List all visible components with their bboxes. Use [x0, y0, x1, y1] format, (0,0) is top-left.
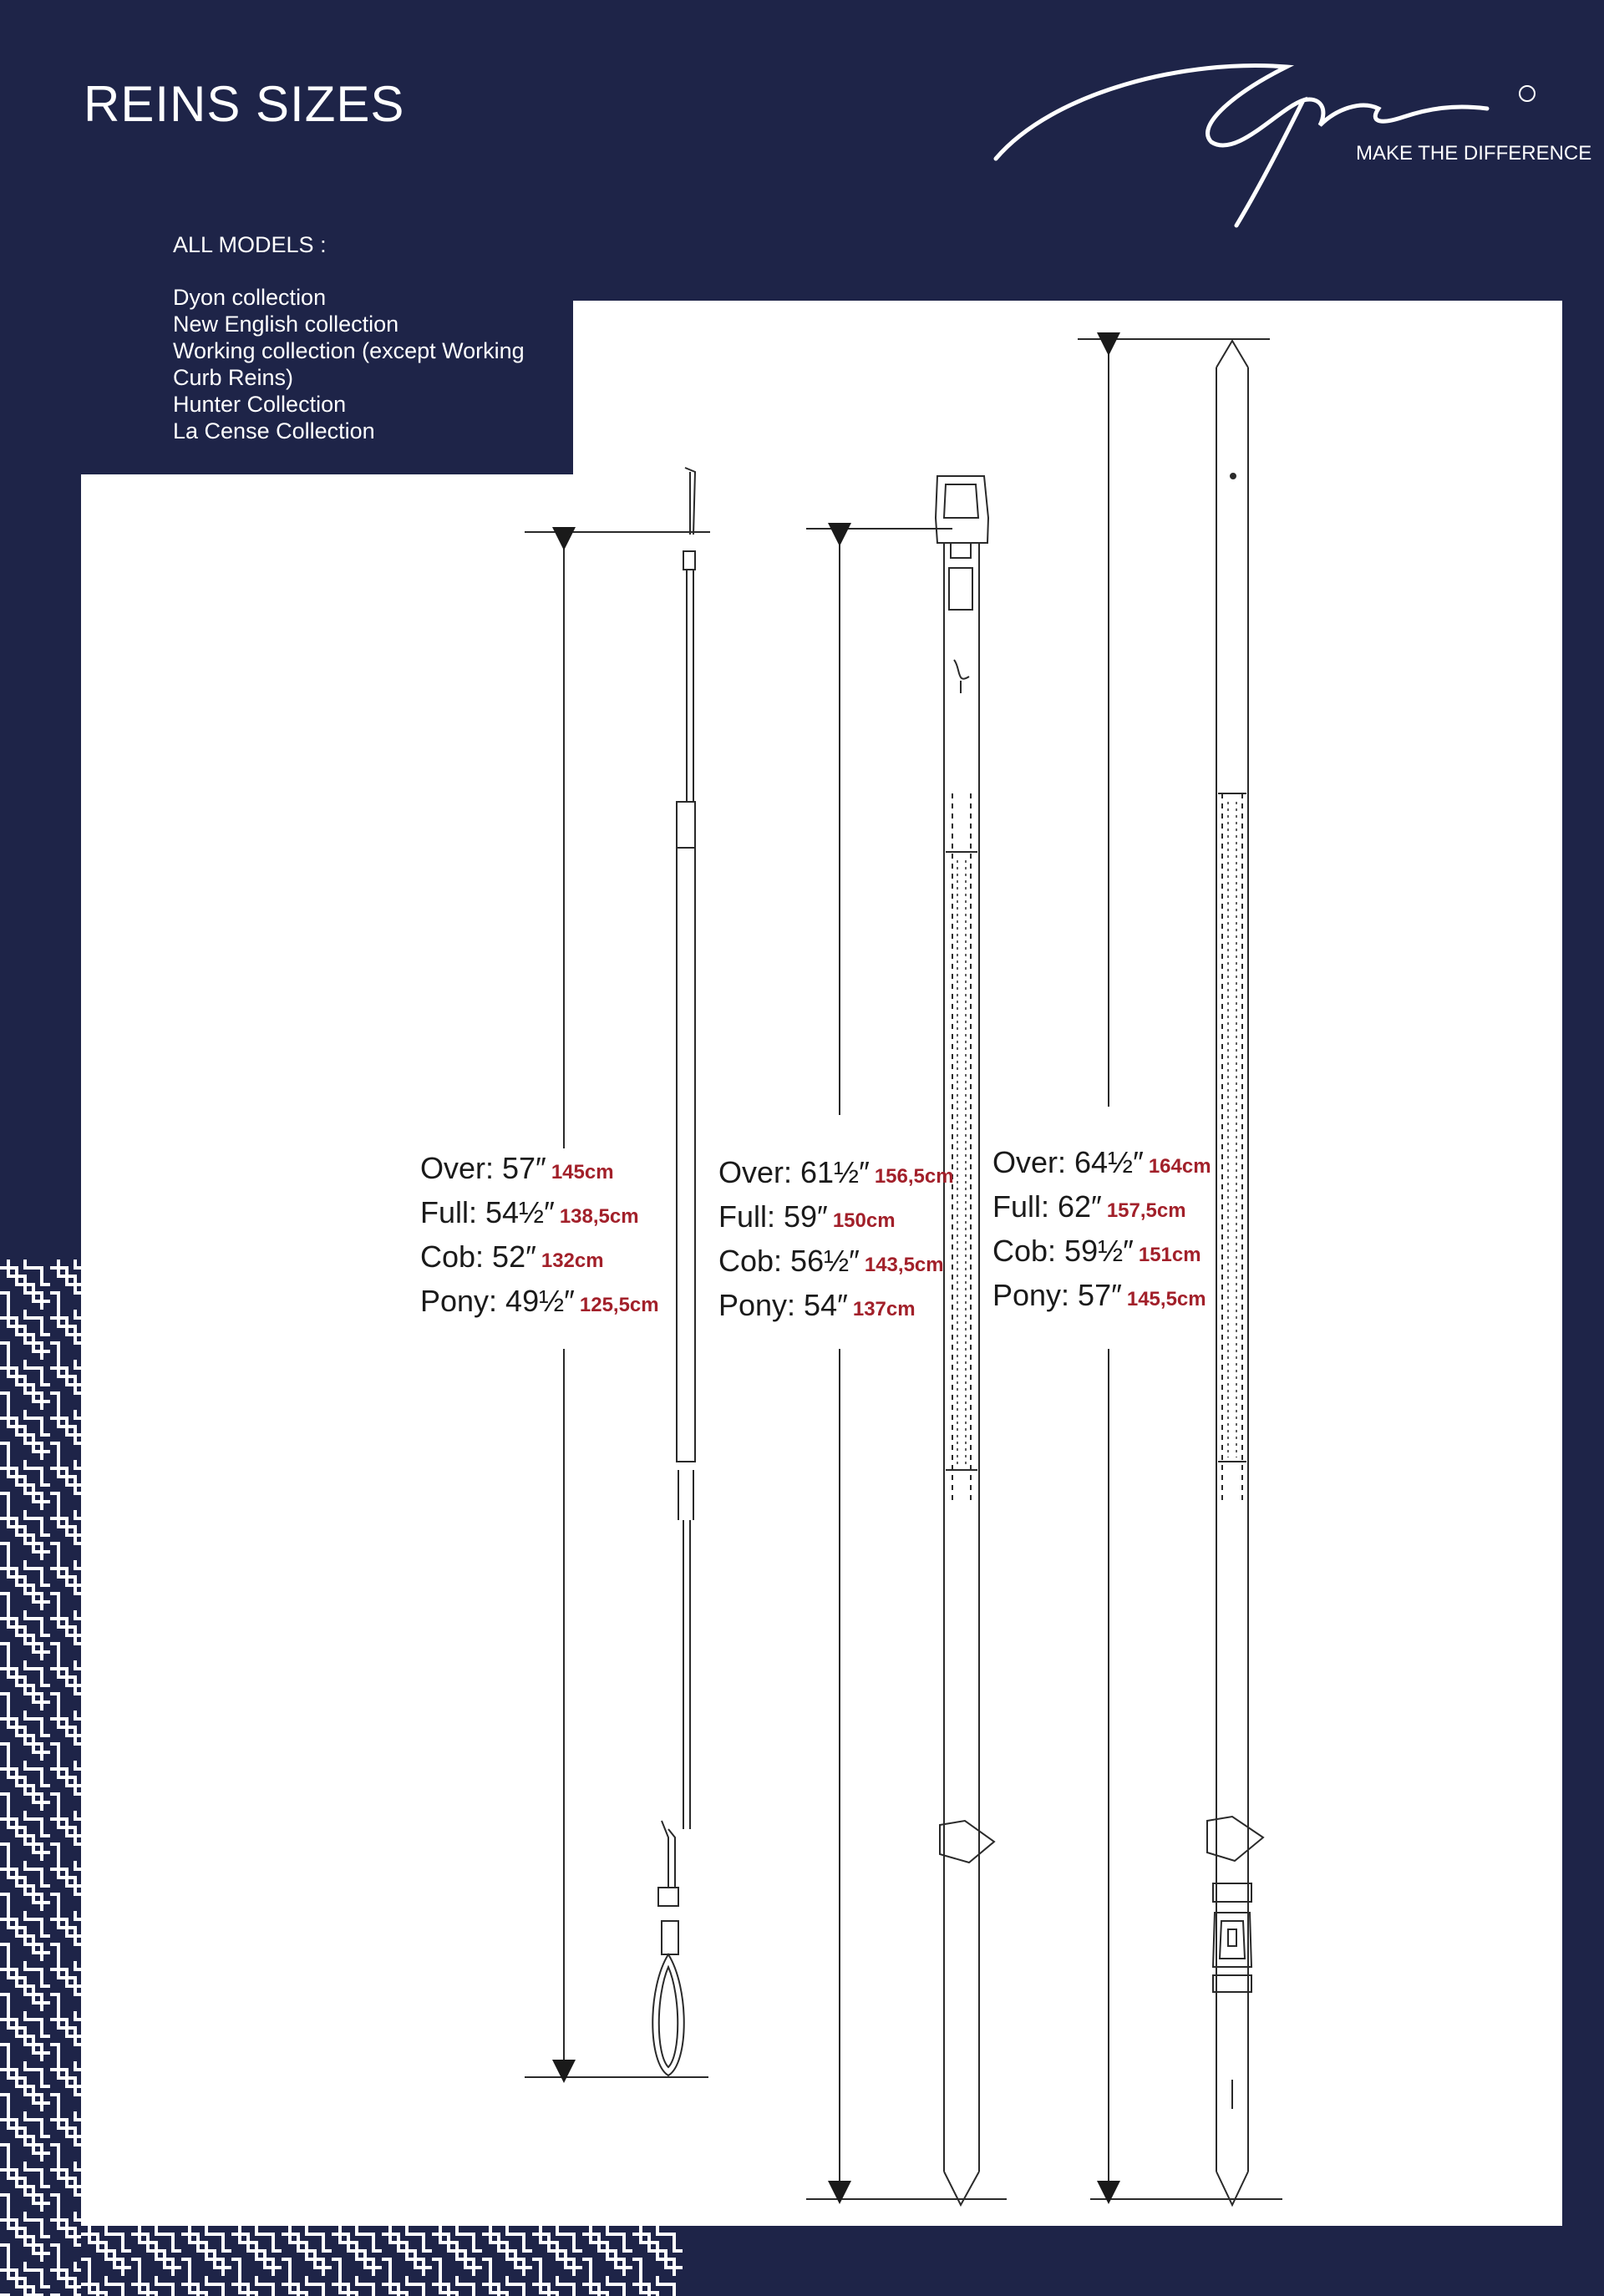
size-row	[718, 1241, 954, 1285]
size-row	[718, 1285, 954, 1330]
size-inches: Cob: 52″	[420, 1239, 536, 1274]
size-row	[420, 1148, 659, 1193]
models-list-item: La Cense Collection	[173, 418, 375, 443]
page-title: REINS SIZES	[84, 76, 405, 132]
size-inches: Full: 54½″	[420, 1195, 555, 1229]
models-list-item: Hunter Collection	[173, 392, 347, 417]
models-list-item: New English collection	[173, 312, 399, 337]
size-inches: Cob: 59½″	[992, 1234, 1134, 1268]
size-row	[992, 1187, 1211, 1231]
size-row	[992, 1275, 1211, 1320]
size-cm: 145,5cm	[1126, 1288, 1206, 1310]
size-row	[992, 1143, 1211, 1187]
size-cm: 143,5cm	[864, 1254, 944, 1276]
size-inches: Full: 62″	[992, 1189, 1102, 1224]
size-inches: Over: 61½″	[718, 1155, 870, 1189]
rein-1-sizes	[420, 1148, 659, 1325]
size-cm: 125,5cm	[579, 1294, 659, 1316]
brand-tagline: MAKE THE DIFFERENCE	[1356, 142, 1592, 165]
size-cm: 137cm	[852, 1298, 916, 1320]
size-cm: 164cm	[1148, 1155, 1211, 1178]
size-cm: 132cm	[541, 1249, 604, 1272]
size-inches: Pony: 49½″	[420, 1284, 575, 1318]
size-inches: Over: 57″	[420, 1151, 546, 1185]
rein-3-sizes	[992, 1143, 1211, 1320]
size-cm: 157,5cm	[1106, 1199, 1186, 1222]
size-row	[420, 1237, 659, 1281]
size-inches: Full: 59″	[718, 1199, 828, 1234]
size-cm: 138,5cm	[559, 1205, 639, 1228]
models-list-item: Curb Reins)	[173, 365, 294, 390]
size-cm: 145cm	[551, 1161, 614, 1183]
models-heading: ALL MODELS :	[173, 232, 327, 257]
size-inches: Pony: 57″	[992, 1278, 1122, 1312]
size-row	[718, 1153, 954, 1197]
size-row	[718, 1197, 954, 1241]
size-row	[420, 1281, 659, 1325]
size-row	[420, 1193, 659, 1237]
size-cm: 151cm	[1138, 1244, 1201, 1266]
size-cm: 156,5cm	[874, 1165, 954, 1188]
models-list-item: Dyon collection	[173, 285, 327, 310]
size-row	[992, 1231, 1211, 1275]
rein-2-sizes	[718, 1153, 954, 1330]
size-cm: 150cm	[832, 1209, 896, 1232]
models-list-item: Working collection (except Working	[173, 338, 525, 363]
size-inches: Over: 64½″	[992, 1145, 1144, 1179]
size-inches: Pony: 54″	[718, 1288, 848, 1322]
size-inches: Cob: 56½″	[718, 1244, 860, 1278]
rein-2-drawing	[806, 476, 1007, 2205]
